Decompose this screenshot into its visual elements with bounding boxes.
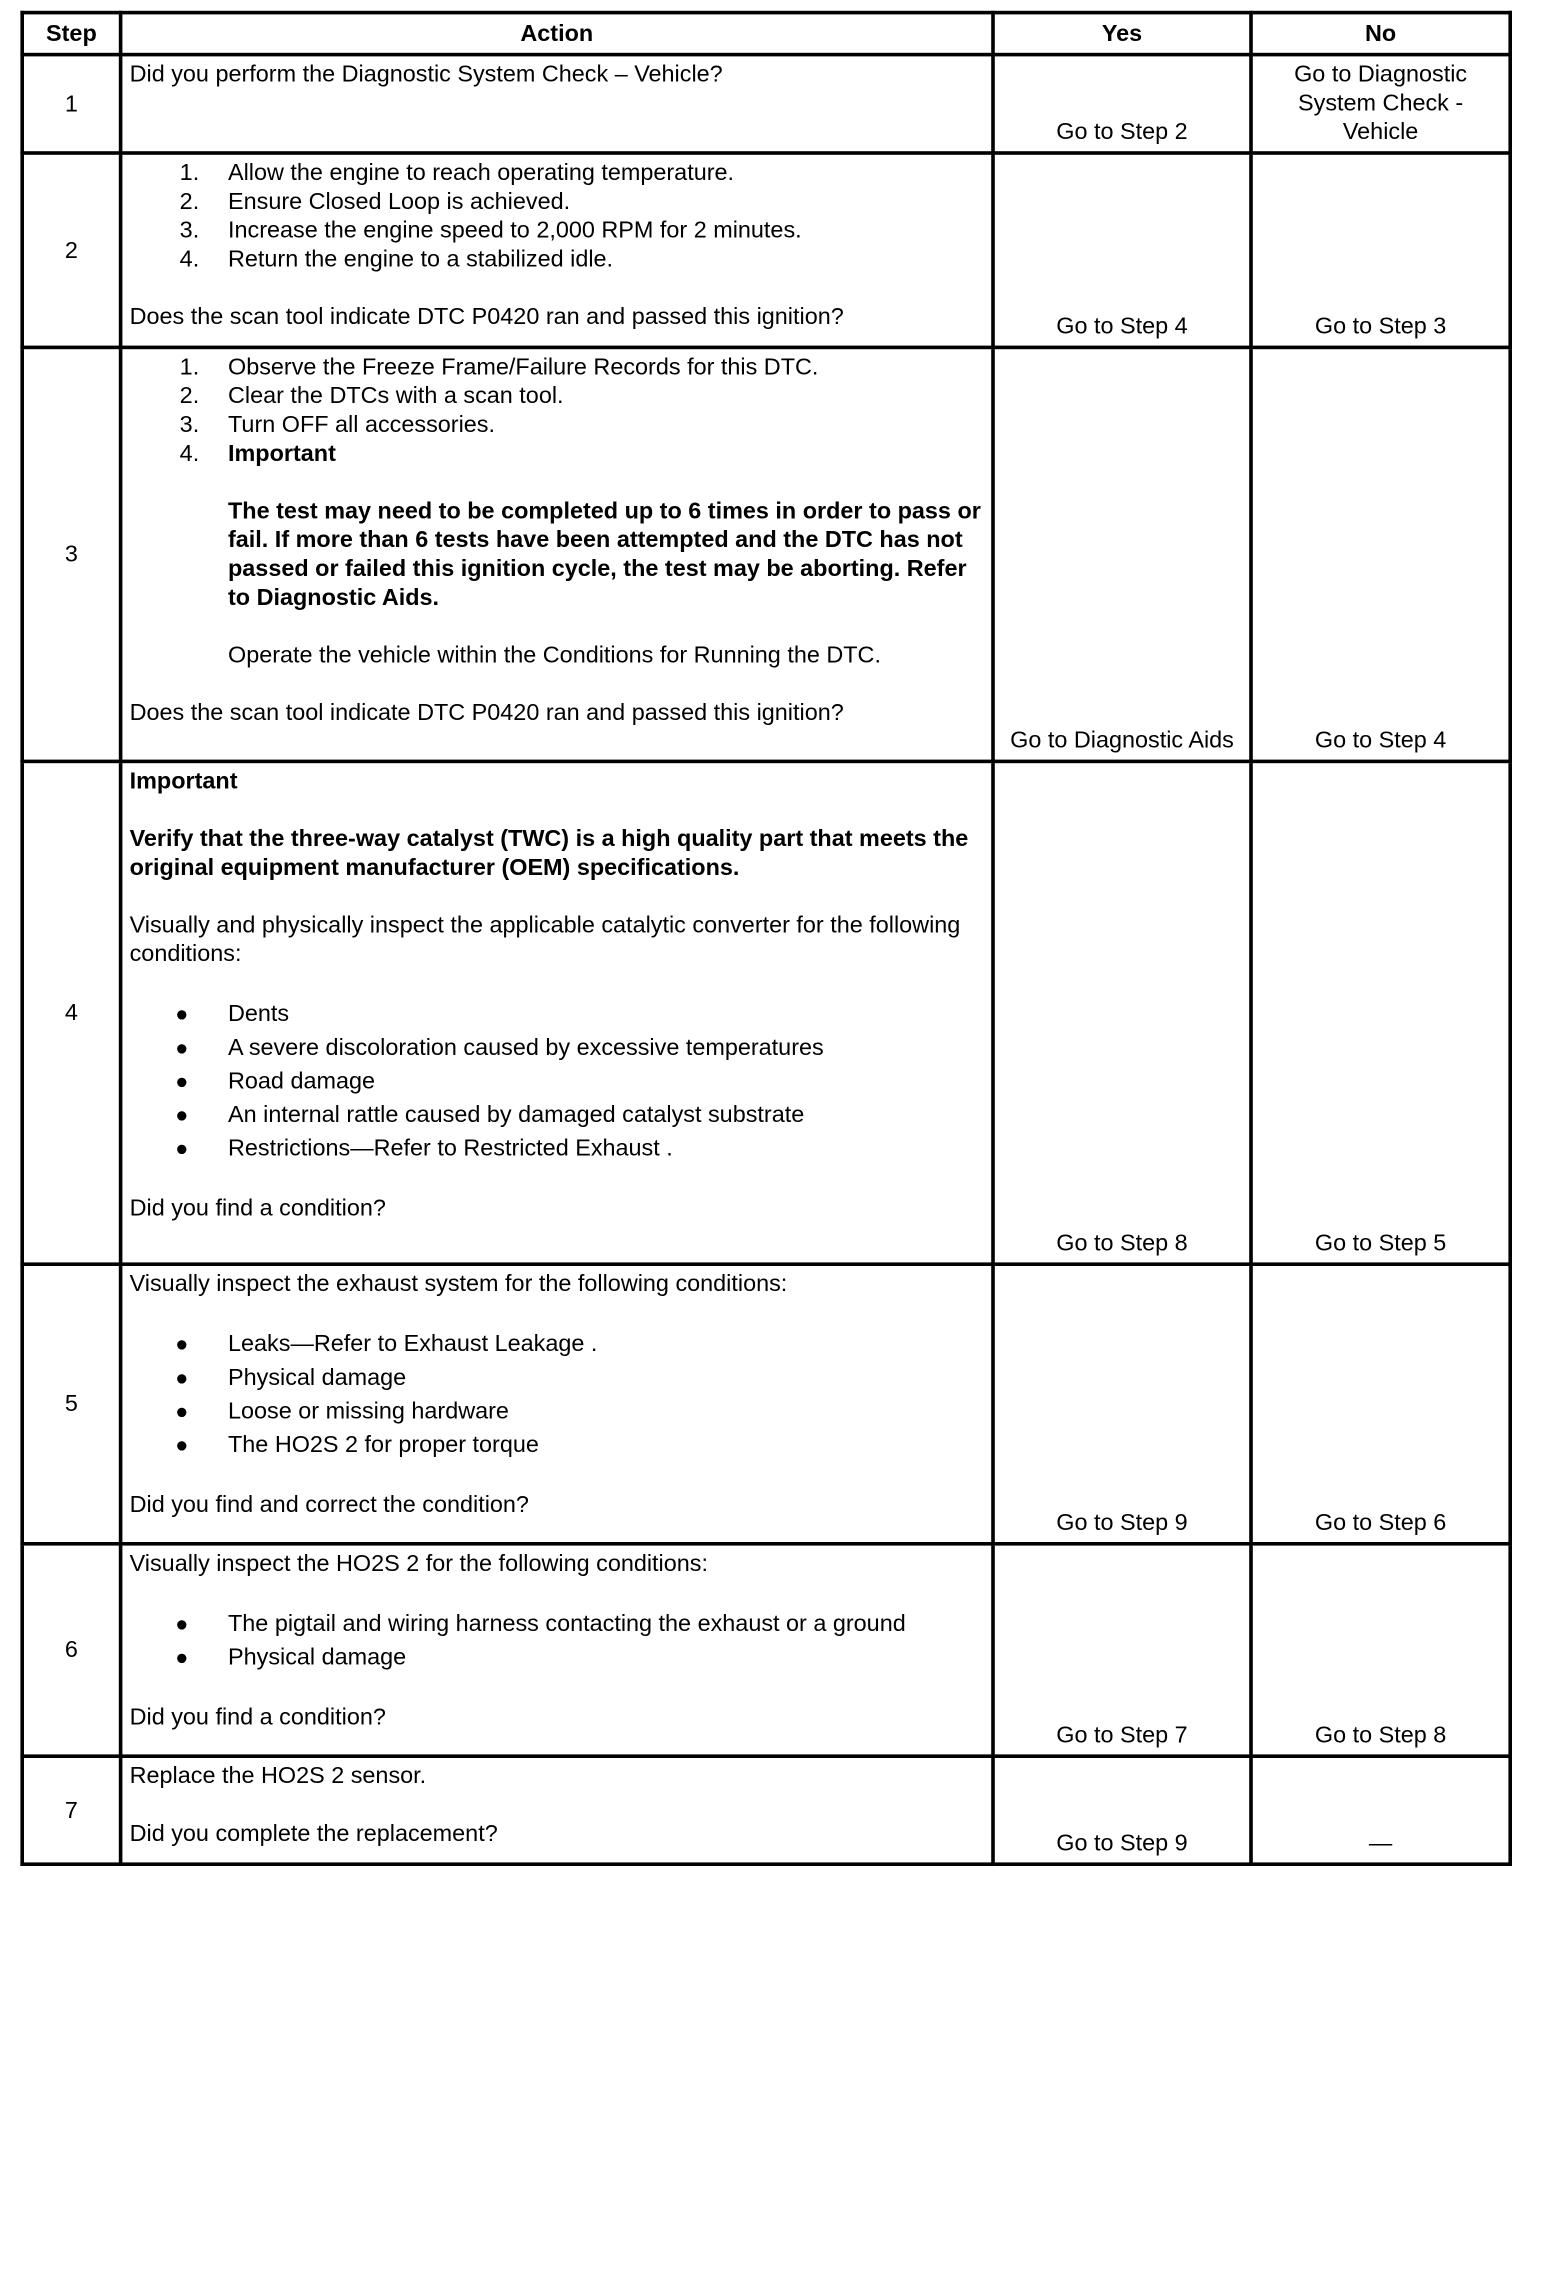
list-item: ● The HO2S 2 for proper torque: [175, 1431, 539, 1458]
step-number: 4: [22, 761, 120, 1264]
header-no: No: [1251, 13, 1510, 55]
no-cell: Go to Step 3: [1251, 153, 1510, 347]
table-row: [22, 1544, 1510, 1756]
list-item: ● Physical damage: [175, 1644, 407, 1671]
list-item: ● Leaks—Refer to Exhaust Leakage .: [175, 1330, 598, 1358]
list-item: ● A severe discoloration caused by excessive temperatures: [175, 1034, 824, 1061]
important-label: Important: [129, 768, 238, 795]
action-cell: [121, 1544, 993, 1756]
list-item: ● The pigtail and wiring harness contacting the exhaust or a ground: [175, 1610, 906, 1637]
step-number: 1: [22, 55, 120, 153]
action-cell: [121, 761, 993, 1264]
list-item: ● Restrictions—Refer to Restricted Exhaust .: [175, 1135, 673, 1162]
intro-text: Visually inspect the HO2S 2 for the following conditions:: [129, 1550, 709, 1577]
action-cell: [121, 55, 993, 153]
intro-text: Visually inspect the exhaust system for the following conditions:: [129, 1270, 788, 1298]
action-cell: [121, 1756, 993, 1864]
list-item: 4. Important: [179, 440, 336, 467]
action-question: Did you perform the Diagnostic System Check – Vehicle?: [129, 61, 723, 88]
header-action: Action: [121, 13, 993, 55]
intro-text: Visually and physically inspect the applicable catalytic converter for the following conditions:: [129, 912, 961, 968]
action-question: Did you complete the replacement?: [129, 1820, 498, 1847]
action-cell: [121, 347, 993, 761]
no-cell: Go to Diagnostic System Check - Vehicle: [1251, 55, 1510, 153]
list-item: 3. Increase the engine speed to 2,000 RPM for 2 minutes.: [179, 217, 802, 244]
step-number: 3: [22, 347, 120, 761]
yes-cell: Go to Diagnostic Aids: [993, 347, 1251, 761]
no-cell: Go to Step 8: [1251, 1544, 1510, 1756]
no-cell: Go to Step 4: [1251, 347, 1510, 761]
list-item: ● Dents: [175, 1000, 290, 1028]
yes-cell: Go to Step 2: [993, 55, 1251, 153]
diagnostic-table: [20, 11, 1512, 1866]
yes-cell: Go to Step 9: [993, 1756, 1251, 1864]
table-row: [22, 347, 1510, 761]
yes-cell: Go to Step 7: [993, 1544, 1251, 1756]
action-question: Does the scan tool indicate DTC P0420 ran and passed this ignition?: [129, 699, 844, 726]
list-item: 4. Return the engine to a stabilized idle.: [179, 246, 614, 273]
header-step: Step: [22, 13, 120, 55]
table-row: [22, 153, 1510, 347]
action-question: Did you find a condition?: [129, 1195, 386, 1222]
action-question: Does the scan tool indicate DTC P0420 ran and passed this ignition?: [129, 303, 844, 330]
table-row: [22, 1264, 1510, 1544]
list-item: 1. Allow the engine to reach operating temperature.: [179, 159, 735, 186]
action-question: Did you find a condition?: [129, 1704, 386, 1731]
yes-cell: Go to Step 8: [993, 761, 1251, 1264]
list-item: 2. Ensure Closed Loop is achieved.: [179, 188, 571, 215]
table-row: [22, 55, 1510, 153]
action-question: Did you find and correct the condition?: [129, 1491, 529, 1518]
list-item: ● An internal rattle caused by damaged catalyst substrate: [175, 1101, 805, 1128]
action-cell: [121, 1264, 993, 1544]
yes-cell: Go to Step 4: [993, 153, 1251, 347]
list-item: ● Loose or missing hardware: [175, 1398, 509, 1425]
action-cell: [121, 153, 993, 347]
instruction-text: Operate the vehicle within the Conditions for Running the DTC.: [228, 642, 881, 669]
list-item: 2. Clear the DTCs with a scan tool.: [179, 382, 564, 410]
no-cell: —: [1251, 1756, 1510, 1864]
table-row: [22, 761, 1510, 1264]
list-item: ● Physical damage: [175, 1364, 407, 1391]
step-number: 7: [22, 1756, 120, 1864]
no-cell: Go to Step 5: [1251, 761, 1510, 1264]
table-row: [22, 1756, 1510, 1864]
no-cell: Go to Step 6: [1251, 1264, 1510, 1544]
header-row: [22, 13, 1510, 55]
header-yes: Yes: [993, 13, 1251, 55]
list-item: 3. Turn OFF all accessories.: [179, 411, 496, 439]
intro-text: Replace the HO2S 2 sensor.: [129, 1762, 427, 1790]
step-number: 2: [22, 153, 120, 347]
important-note: The test may need to be completed up to 6 times in order to pass or fail. If more than 6 tests have been attempted and the DTC has not passed or failed this ignition cycle, the test may be aborting. Refer to Diagnostic Aids.: [228, 498, 981, 611]
yes-cell: Go to Step 9: [993, 1264, 1251, 1544]
step-number: 5: [22, 1264, 120, 1544]
step-number: 6: [22, 1544, 120, 1756]
list-item: 1. Observe the Freeze Frame/Failure Records for this DTC.: [179, 354, 819, 381]
important-note: Verify that the three-way catalyst (TWC) is a high quality part that meets the original equipment manufacturer (OEM) specifications.: [129, 825, 969, 881]
list-item: ● Road damage: [175, 1068, 376, 1095]
